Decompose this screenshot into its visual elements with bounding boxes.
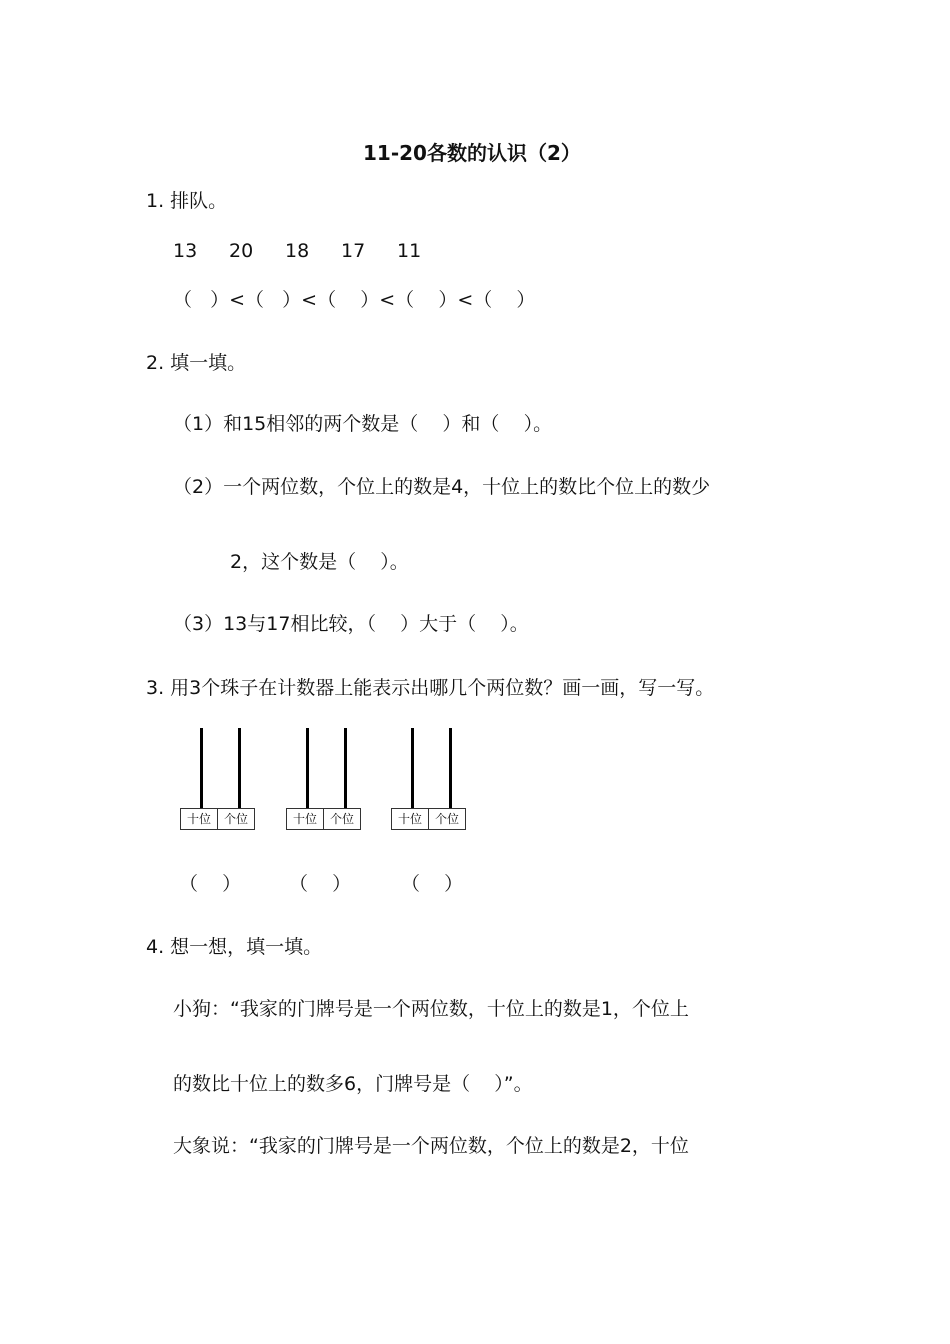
q1-number: 20 <box>229 240 254 262</box>
q3-answer-blank: （ ） <box>179 873 242 895</box>
ones-rod <box>238 728 241 808</box>
ones-rod <box>449 728 452 808</box>
abacus-3 <box>391 728 471 838</box>
ones-label: 个位 <box>217 809 254 829</box>
q4-heading: 4. 想一想，填一填。 <box>146 936 323 958</box>
q4-dog-text-continued: 的数比十位上的数多6，门牌号是（ ）”。 <box>173 1073 533 1095</box>
q3-answer-blank: （ ） <box>289 873 352 895</box>
q2-item-2-continued: 2，这个数是（ ）。 <box>230 551 409 573</box>
tens-label: 十位 <box>397 812 422 826</box>
page-title: 11-20各数的认识（2） <box>363 141 581 165</box>
q2-item-1: （1）和15相邻的两个数是（ ）和（ ）。 <box>173 413 553 435</box>
place-value-labels <box>391 808 466 830</box>
q2-heading: 2. 填一填。 <box>146 352 247 374</box>
q1-heading: 1. 排队。 <box>146 190 228 212</box>
ones-rod <box>344 728 347 808</box>
tens-label: 十位 <box>292 812 317 826</box>
q2-item-3: （3）13与17相比较，（ ）大于（ ）。 <box>173 613 529 635</box>
q1-number: 17 <box>341 240 366 262</box>
q3-answer-blank: （ ） <box>401 873 464 895</box>
q1-number: 18 <box>285 240 310 262</box>
abacus-2 <box>286 728 366 838</box>
tens-rod <box>411 728 414 808</box>
q4-dog-text: 小狗：“我家的门牌号是一个两位数，十位上的数是1，个位上 <box>173 998 689 1020</box>
q1-answer-blanks: （ ）<（ ）<（ ）<（ ）<（ ） <box>173 289 536 311</box>
place-value-labels <box>286 808 361 830</box>
abacus-1 <box>180 728 260 838</box>
tens-rod <box>306 728 309 808</box>
q4-elephant-text: 大象说：“我家的门牌号是一个两位数，个位上的数是2，十位 <box>173 1135 689 1157</box>
q1-number: 11 <box>397 240 422 262</box>
q2-item-2: （2）一个两位数，个位上的数是4，十位上的数比个位上的数少 <box>173 476 711 498</box>
q3-heading: 3. 用3个珠子在计数器上能表示出哪几个两位数？画一画，写一写。 <box>146 677 715 699</box>
q1-number: 13 <box>173 240 198 262</box>
tens-rod <box>200 728 203 808</box>
tens-label: 十位 <box>186 812 211 826</box>
ones-label: 个位 <box>428 809 465 829</box>
ones-label: 个位 <box>323 809 360 829</box>
place-value-labels <box>180 808 255 830</box>
